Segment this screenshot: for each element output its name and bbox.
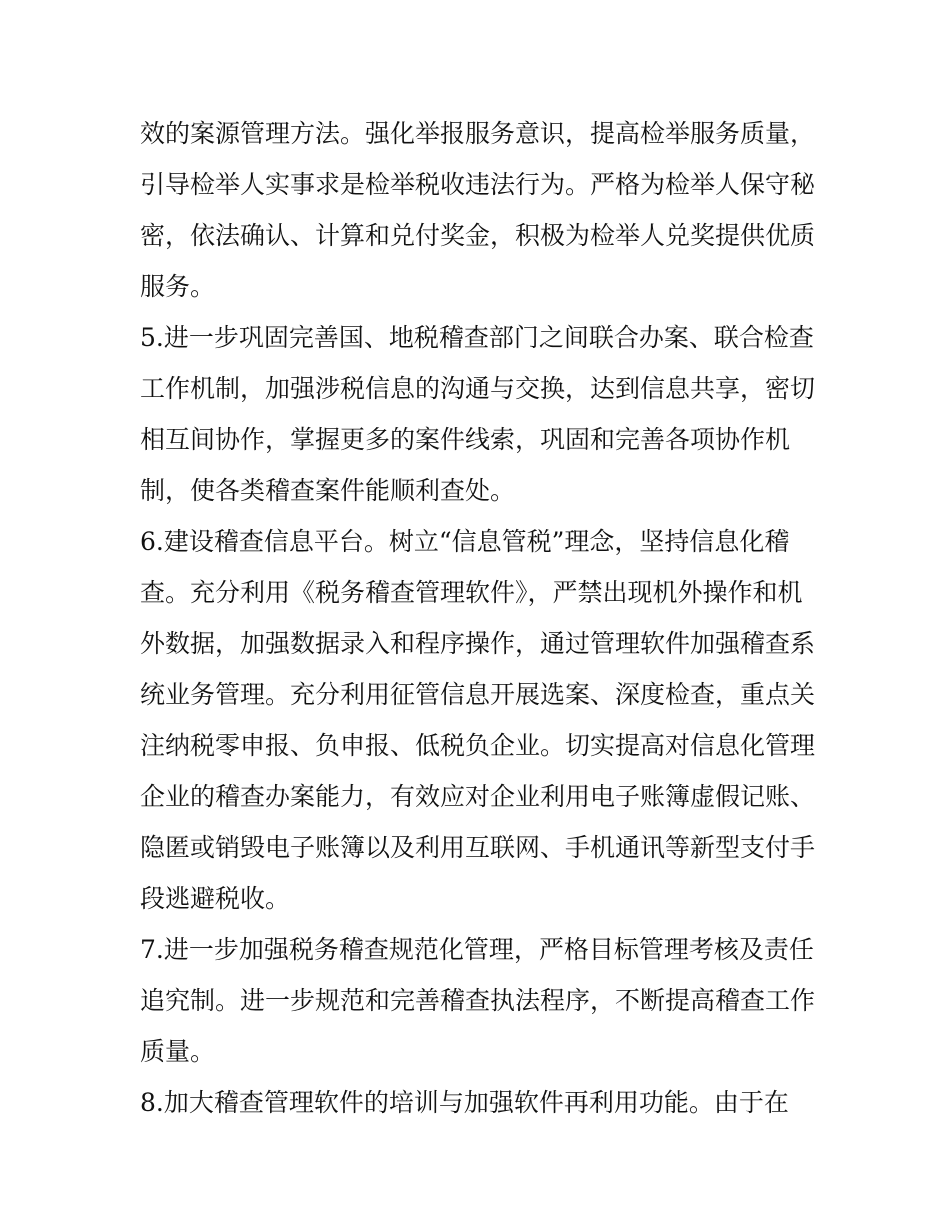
text-line: 引导检举人实事求是检举税收违法行为。严格为检举人保守秘 bbox=[140, 170, 816, 199]
text-line: 统业务管理。充分利用征管信息开展选案、深度检查，重点关 bbox=[140, 680, 816, 709]
text-line: 服务。 bbox=[140, 272, 216, 301]
text-line: 效的案源管理方法。强化举报服务意识，提高检举服务质量， bbox=[140, 119, 816, 148]
text-line: 密，依法确认、计算和兑付奖金，积极为检举人兑奖提供优质 bbox=[140, 221, 816, 250]
text-line: 隐匿或销毁电子账簿以及利用互联网、手机通讯等新型支付手 bbox=[140, 833, 816, 862]
text-line: 制，使各类稽查案件能顺利查处。 bbox=[140, 476, 516, 505]
text-line: 段逃避税收。 bbox=[140, 884, 291, 913]
text-line: 6.建设稽查信息平台。树立“信息管税”理念，坚持信息化稽 bbox=[140, 527, 790, 556]
text-line: 追究制。进一步规范和完善稽查执法程序，不断提高稽查工作 bbox=[140, 986, 816, 1015]
text-line: 外数据，加强数据录入和程序操作，通过管理软件加强稽查系 bbox=[140, 629, 816, 658]
text-line: 7.进一步加强税务稽查规范化管理，严格目标管理考核及责任 bbox=[140, 935, 814, 964]
document-body bbox=[140, 108, 820, 1128]
text-line: 查。充分利用《税务稽查管理软件》，严禁出现机外操作和机 bbox=[140, 578, 803, 607]
text-line: 8.加大稽查管理软件的培训与加强软件再利用功能。由于在 bbox=[140, 1088, 789, 1117]
text-line: 质量。 bbox=[140, 1037, 216, 1066]
text-line: 企业的稽查办案能力，有效应对企业利用电子账簿虚假记账、 bbox=[140, 782, 816, 811]
text-line: 注纳税零申报、负申报、低税负企业。切实提高对信息化管理 bbox=[140, 731, 816, 760]
text-line: 5.进一步巩固完善国、地税稽查部门之间联合办案、联合检查 bbox=[140, 323, 814, 352]
text-line: 相互间协作，掌握更多的案件线索，巩固和完善各项协作机 bbox=[140, 425, 791, 454]
text-line: 工作机制，加强涉税信息的沟通与交换，达到信息共享，密切 bbox=[140, 374, 816, 403]
